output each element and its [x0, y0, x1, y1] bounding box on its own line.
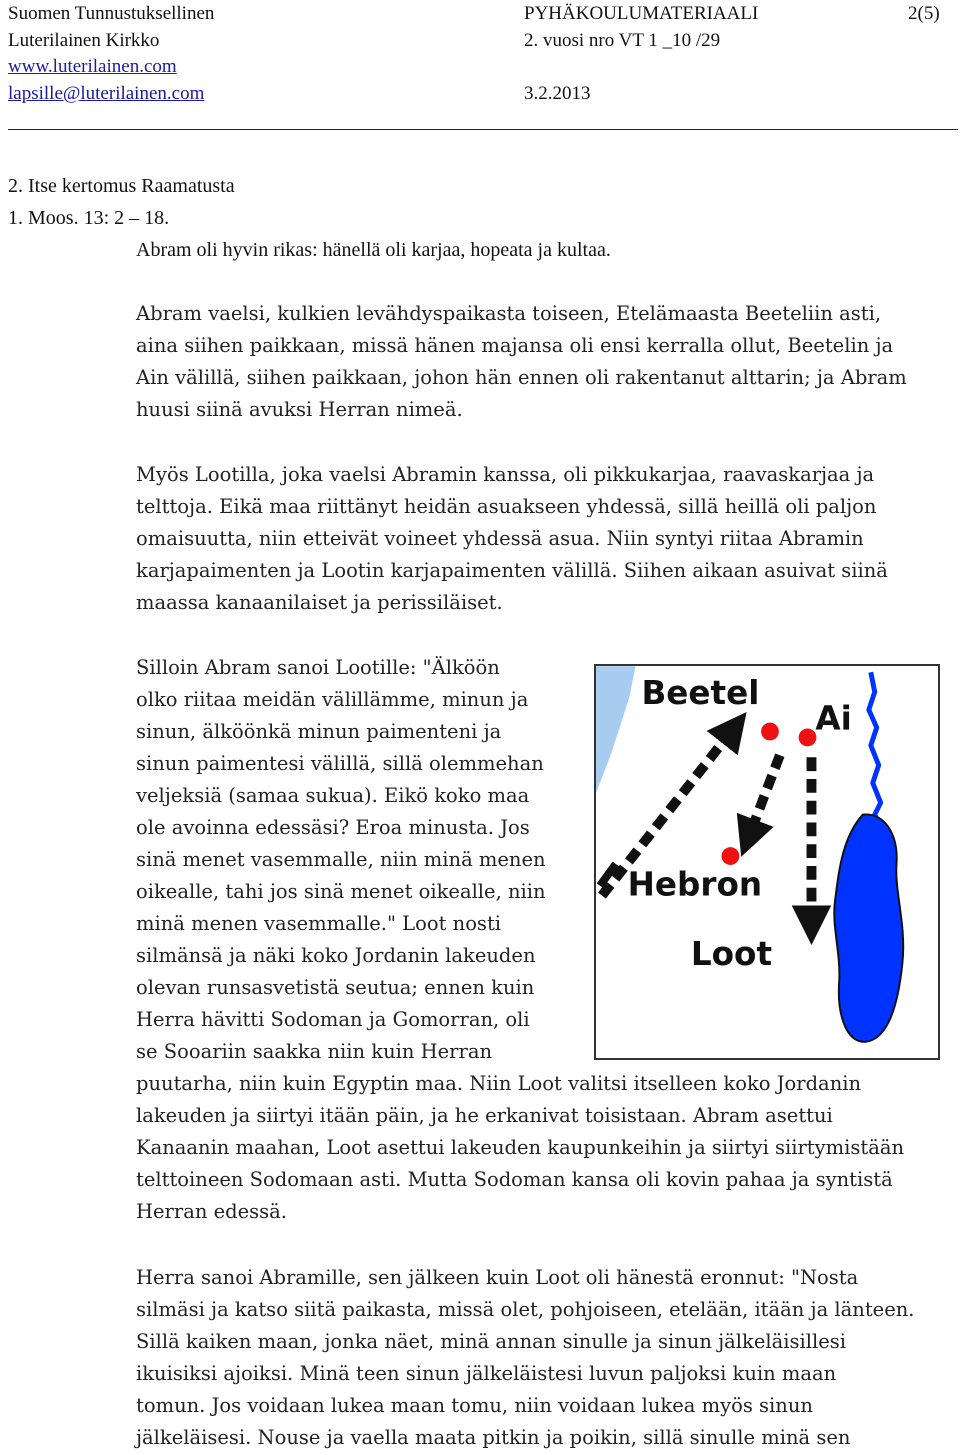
- paragraph-1: [136, 298, 907, 426]
- text-line: Ain välillä, siihen paikkaan, johon hän ennen oli rakentanut alttarin; ja Abram: [136, 366, 907, 389]
- city-dot-hebron: [722, 847, 740, 865]
- map-label-loot: Loot: [690, 934, 773, 973]
- dead-sea: [834, 814, 903, 1041]
- intro-sentence: Abram oli hyvin rikas: hänellä oli karjaa, hopeata ja kultaa.: [136, 239, 611, 261]
- text-line: veljeksiä (samaa sukua). Eikö koko maa: [136, 784, 530, 807]
- city-dot-ai: [799, 729, 817, 747]
- text-line: Herra hävitti Sodoman ja Gomorran, oli: [136, 1008, 530, 1031]
- text-line: omaisuutta, niin etteivät voineet yhdessä asua. Niin syntyi riitaa Abramin: [136, 527, 864, 550]
- header-divider: [8, 129, 958, 130]
- map-label-hebron: Hebron: [627, 865, 763, 904]
- text-line: maassa kanaanilaiset ja perissiläiset.: [136, 591, 503, 614]
- city-dot-beetel: [761, 723, 779, 741]
- doc-date: 3.2.2013: [524, 83, 591, 104]
- org-name-line1: Suomen Tunnustuksellinen: [8, 3, 215, 24]
- text-line: Silloin Abram sanoi Lootille: "Älköön: [136, 656, 500, 679]
- paragraph-4: [136, 1262, 915, 1454]
- website-link[interactable]: www.luterilainen.com: [8, 56, 177, 77]
- text-line: telttoineen Sodomaan asti. Mutta Sodoman kansa oli kovin pahaa ja syntistä: [136, 1168, 893, 1191]
- text-line: Sillä kaiken maan, jonka näet, minä annan sinulle ja sinun jälkeläisillesi: [136, 1330, 846, 1353]
- text-line: Kanaanin maahan, Loot asettui lakeuden kaupunkeihin ja siirtyi siirtymistään: [136, 1136, 905, 1159]
- text-line: se Sooariin saakka niin kuin Herran: [136, 1040, 493, 1063]
- text-line: minä menen vasemmalle." Loot nosti: [136, 912, 502, 935]
- text-line: jälkeläisesi. Nouse ja vaella maata pitkin ja poikin, sillä sinulle minä sen: [136, 1426, 851, 1449]
- page-number: 2(5): [908, 3, 940, 24]
- text-line: lakeuden ja siirtyi itään päin, ja he erkanivat toisistaan. Abram asettui: [136, 1104, 833, 1127]
- text-line: sinun, älköönkä minun paimenteni ja: [136, 720, 502, 743]
- text-line: karjapaimenten ja Lootin karjapaimenten välillä. Siihen aikaan asuivat siinä: [136, 559, 888, 582]
- text-line: huusi siinä avuksi Herran nimeä.: [136, 398, 463, 421]
- doc-title: PYHÄKOULUMATERIAALI: [524, 3, 759, 24]
- text-line: Herran edessä.: [136, 1200, 287, 1223]
- text-line: ikuisiksi ajoiksi. Minä teen sinun jälkeläistesi luvun paljoksi kuin maan: [136, 1362, 837, 1385]
- text-line: Herra sanoi Abramille, sen jälkeen kuin Loot oli hänestä eronnut: "Nosta: [136, 1266, 859, 1289]
- paragraph-2: [136, 459, 888, 619]
- text-line: olevan runsasvetistä seutua; ennen kuin: [136, 976, 535, 999]
- route-map: [594, 664, 940, 1060]
- map-label-ai: Ai: [815, 699, 852, 738]
- text-line: Myös Lootilla, joka vaelsi Abramin kanssa, oli pikkukarjaa, raavaskarjaa ja: [136, 463, 875, 486]
- org-name-line2: Luterilainen Kirkko: [8, 30, 160, 51]
- scripture-reference: 1. Moos. 13: 2 – 18.: [8, 207, 170, 229]
- text-line: Abram vaelsi, kulkien levähdyspaikasta toiseen, Etelämaasta Beeteliin asti,: [136, 302, 882, 325]
- text-line: silmäsi ja katso siitä paikasta, missä olet, pohjoiseen, etelään, itään ja länteen.: [136, 1298, 915, 1321]
- coastline: [596, 666, 636, 793]
- text-line: aina siihen paikkaan, missä hänen majansa oli ensi kerralla ollut, Beetelin ja: [136, 334, 894, 357]
- section-heading: 2. Itse kertomus Raamatusta: [8, 175, 235, 197]
- text-line: ole avoinna edessäsi? Eroa minusta. Jos: [136, 816, 530, 839]
- text-line: oikealle, tahi jos sinä menet oikealle, niin: [136, 880, 546, 903]
- text-line: tomun. Jos voidaan lukea maan tomu, niin voidaan lukea myös sinun: [136, 1394, 813, 1417]
- doc-subtitle: 2. vuosi nro VT 1 _10 /29: [524, 30, 721, 51]
- jordan-river: [869, 672, 881, 824]
- route-arrow-abram: [748, 755, 780, 838]
- text-line: olko riitaa meidän välillämme, minun ja: [136, 688, 529, 711]
- text-line: puutarha, niin kuin Egyptin maa. Niin Loot valitsi itselleen koko Jordanin: [136, 1072, 862, 1095]
- text-line: sinä menet vasemmalle, niin minä menen: [136, 848, 546, 871]
- text-line: silmänsä ja näki koko Jordanin lakeuden: [136, 944, 536, 967]
- text-line: telttoja. Eikä maa riittänyt heidän asuakseen yhdessä, sillä heillä oli paljon: [136, 495, 877, 518]
- map-label-beetel: Beetel: [641, 673, 760, 712]
- text-line: sinun paimentesi välillä, sillä olemmehan: [136, 752, 544, 775]
- email-link[interactable]: lapsille@luterilainen.com: [8, 83, 205, 104]
